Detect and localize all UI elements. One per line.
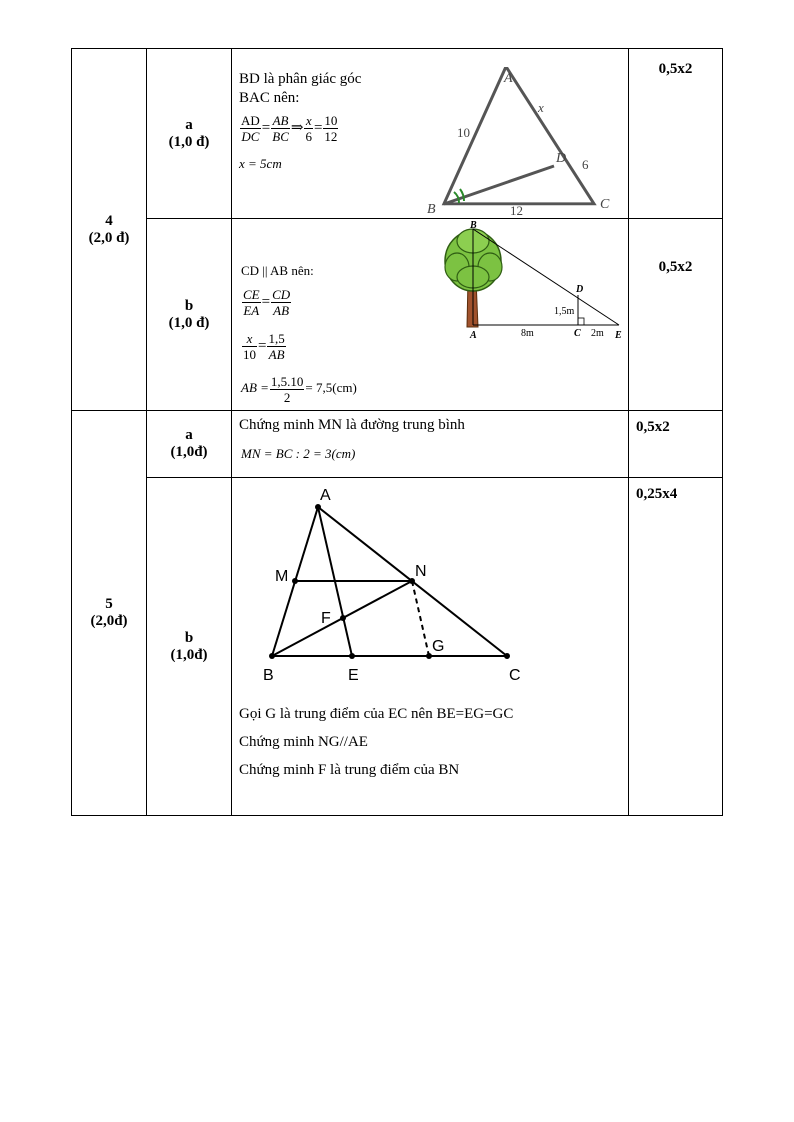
question-5-cell bbox=[72, 411, 147, 816]
solution-5b-line3: Chứng minh F là trung điểm của BN bbox=[239, 762, 460, 778]
label-e: E bbox=[348, 667, 359, 684]
vertex-c-label: C bbox=[600, 197, 610, 212]
label-a: A bbox=[320, 487, 331, 504]
fraction-ab-value: $\frac{1,5.10}{2}$ bbox=[270, 373, 304, 405]
vertex-a-label: A bbox=[504, 71, 513, 86]
label-m: M bbox=[275, 568, 289, 585]
triangle-abc-figure bbox=[422, 67, 627, 217]
score-5b: 0,25x4 bbox=[629, 478, 723, 816]
fraction-ad-dc: $\frac{AD}{DC}$ bbox=[241, 113, 260, 145]
fraction-x-10: $\frac{x}{10}$ bbox=[243, 331, 256, 363]
score-5a: 0,5x2 bbox=[629, 411, 723, 478]
point-m bbox=[292, 578, 298, 584]
solution-4b-proportion1: $\frac{CE}{EA}$ = $\frac{CD}{AB}$ bbox=[243, 287, 291, 319]
part-4a-label: a bbox=[185, 116, 193, 133]
bisector-bd bbox=[444, 166, 554, 204]
solution-4b-result: AB = $\frac{1,5.10}{2}$ = 7,5(cm) bbox=[241, 373, 357, 405]
row-q4b bbox=[72, 219, 723, 411]
vertex-d-label: D bbox=[556, 151, 567, 166]
question-4-points: (2,0 đ) bbox=[88, 229, 130, 246]
score-4a: 0,5x2 bbox=[629, 49, 723, 219]
point-f bbox=[340, 615, 346, 621]
part-4a-cell bbox=[147, 49, 232, 219]
part-4b-points: (1,0 đ) bbox=[168, 314, 210, 331]
tree-shadow-figure bbox=[437, 219, 629, 344]
part-5a-label: a bbox=[185, 427, 193, 443]
point-d-label: D bbox=[576, 284, 584, 295]
side-ab-label: 10 bbox=[457, 125, 470, 140]
right-angle-mark bbox=[578, 318, 584, 325]
fraction-cd-ab: $\frac{CD}{AB}$ bbox=[272, 287, 291, 319]
solution-4a-proportion: $\frac{AD}{DC}$ = $\frac{AB}{BC}$ ⇒ $\frac{x}{6}$ = $\frac{10}{12}$ bbox=[241, 113, 338, 145]
solution-5a-line2: MN = BC : 2 = 3(cm) bbox=[241, 446, 356, 461]
part-4b-label: b bbox=[184, 297, 194, 314]
fraction-x-6: $\frac{x}{6}$ bbox=[305, 113, 312, 145]
label-f: F bbox=[321, 610, 331, 627]
part-5b-label: b bbox=[184, 629, 194, 646]
point-a bbox=[315, 504, 321, 510]
fraction-ab-bc: $\frac{AB}{BC}$ bbox=[272, 113, 289, 145]
solution-4b-proportion2: $\frac{x}{10}$ = $\frac{1,5}{AB}$ bbox=[243, 331, 285, 363]
row-q5b bbox=[72, 478, 723, 816]
solution-4b-line1: CD || AB nên: bbox=[241, 263, 314, 278]
point-a-label: A bbox=[470, 330, 477, 341]
vertex-b-label: B bbox=[427, 202, 436, 217]
part-5a-cell bbox=[147, 411, 232, 478]
part-5b-points: (1,0đ) bbox=[170, 646, 208, 663]
part-5b-cell bbox=[147, 478, 232, 816]
label-c: C bbox=[509, 667, 521, 684]
label-g: G bbox=[432, 638, 445, 655]
fraction-ce-ea: $\frac{CE}{EA}$ bbox=[243, 287, 260, 319]
point-e-label: E bbox=[615, 330, 622, 341]
length-cd-label: 1,5m bbox=[554, 306, 575, 317]
point-c-label: C bbox=[574, 328, 581, 339]
part-4a-points: (1,0 đ) bbox=[168, 133, 210, 150]
solution-4a-line1: BD là phân giác góc bbox=[239, 71, 362, 87]
point-c bbox=[504, 653, 510, 659]
point-b-label: B bbox=[470, 220, 477, 231]
fraction-15-ab: $\frac{1,5}{AB}$ bbox=[268, 331, 285, 363]
question-4-cell bbox=[72, 49, 147, 411]
question-4-number: 4 bbox=[105, 212, 113, 229]
part-5a-points: (1,0đ) bbox=[170, 444, 208, 460]
point-e bbox=[349, 653, 355, 659]
part-4b-cell bbox=[147, 219, 232, 411]
triangle-figure-5b bbox=[257, 483, 557, 688]
solution-4a-cell bbox=[232, 49, 629, 219]
solution-5a-cell bbox=[232, 411, 629, 478]
side-x-label: x bbox=[538, 100, 544, 115]
row-q4a bbox=[72, 49, 723, 219]
question-5-number: 5 bbox=[105, 596, 113, 612]
solution-5a-line1: Chứng minh MN là đường trung bình bbox=[239, 417, 465, 433]
label-b: B bbox=[263, 667, 274, 684]
solution-5b-cell bbox=[232, 478, 629, 816]
fraction-10-12: $\frac{10}{12}$ bbox=[324, 113, 338, 145]
length-ac-label: 8m bbox=[521, 328, 534, 339]
row-q5a bbox=[72, 411, 723, 478]
label-n: N bbox=[415, 563, 427, 580]
side-dc-label: 6 bbox=[582, 157, 589, 172]
side-bc-label: 12 bbox=[510, 203, 523, 217]
question-5-points: (2,0đ) bbox=[90, 613, 128, 629]
solution-5b-line2: Chứng minh NG//AE bbox=[239, 734, 368, 750]
solution-5b-line1: Gọi G là trung điểm của EC nên BE=EG=GC bbox=[239, 706, 514, 722]
solution-4a-result: x = 5cm bbox=[239, 156, 282, 171]
score-4b: 0,5x2 bbox=[629, 219, 723, 411]
solution-4a-line2: BAC nên: bbox=[239, 90, 300, 106]
length-ce-label: 2m bbox=[591, 328, 604, 339]
point-b bbox=[269, 653, 275, 659]
solution-4b-cell bbox=[232, 219, 629, 411]
answer-table bbox=[71, 48, 723, 816]
